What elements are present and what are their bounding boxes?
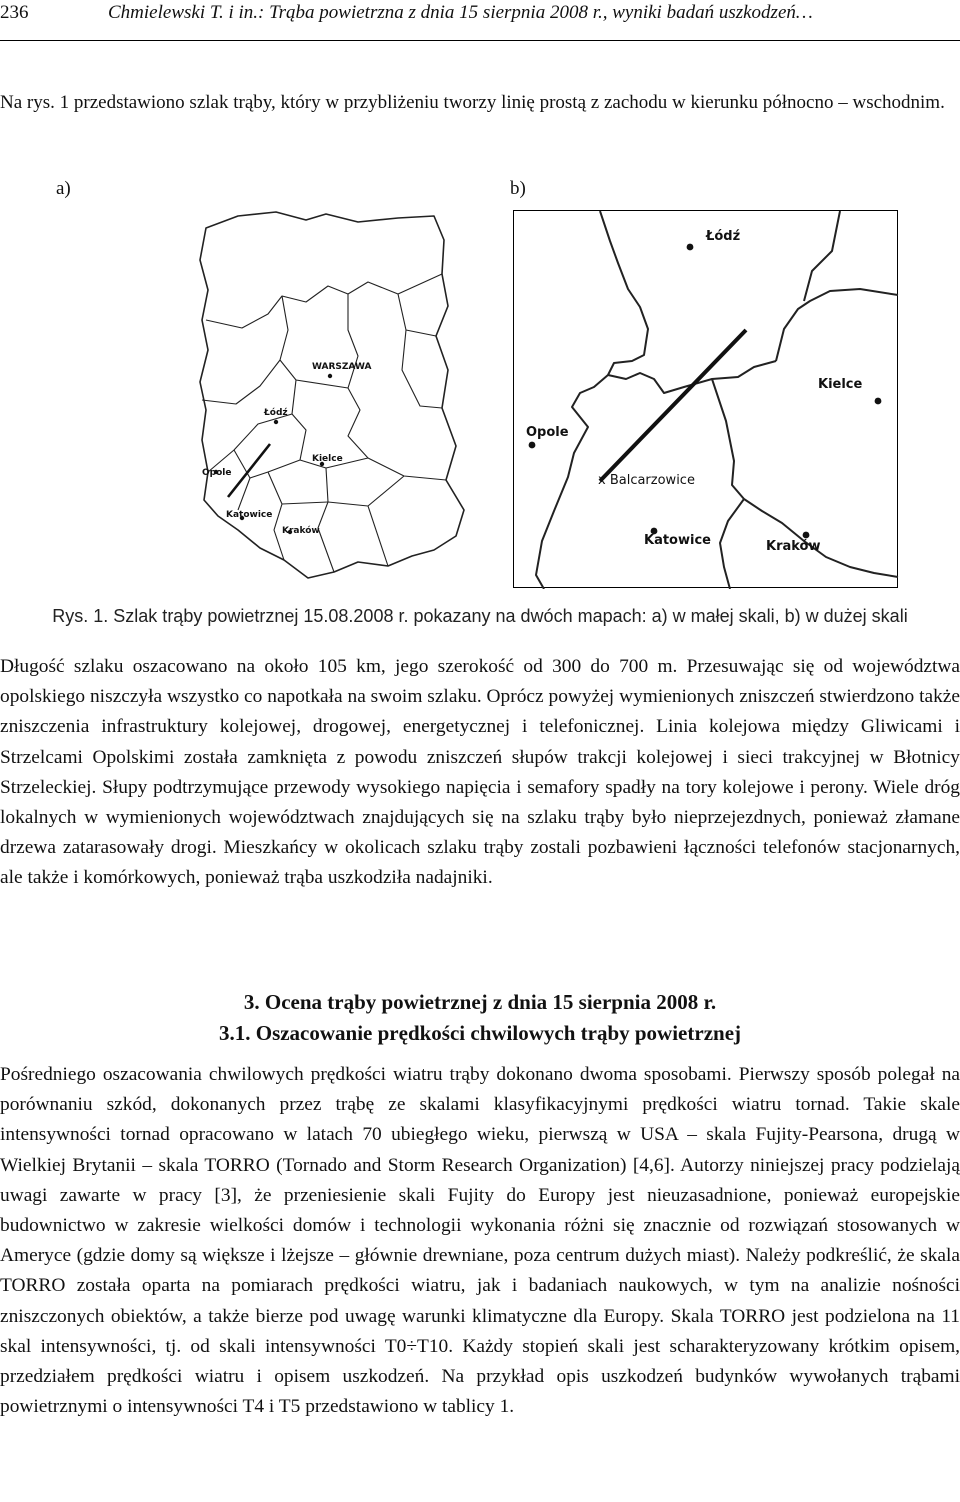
figure-caption: Rys. 1. Szlak trąby powietrznej 15.08.2008 r. pokazany na dwóch mapach: a) w małej skali, b) w dużej skali	[52, 606, 908, 626]
body-paragraph-2: Pośredniego oszacowania chwilowych prędkości wiatru trąby dokonano dwoma sposobami. Pierwszy sposób polegał na porównaniu szkód, dokonanych przez trąbę ze skalami klasyfikacyjnymi prędkości wiatru tornad. Takie skale intensywności tornad opracowano w latach 70 ubiegłego wieku, pierwszą w USA – skala Fujity-Pearsona, drugą w Wielkiej Brytanii – skala TORRO (Tornado and Storm Research Organization) [4,6]. Autorzy niniejszej pracy podzielają uwagi zawarte w pracy [3], że przeniesienie skali Fujity do Europy jest nieuzasadnione, ponieważ europejskie budownictwo w zakresie wielkości domów i technologii wykonania różni się znacznie od rozwiązań stosowanych w Ameryce (gdzie domy są większe i lżejsze – głównie drewniane, poza centrum dużych miast). Należy podkreślić, że skala TORRO została oparta na pomiarach prędkości wiatru, jak i badaniach naukowych, w tym na analizie nośności zniszczonych obiektów, a także bierze pod uwagę warunki klimatyczne dla Europy. Skala TORRO jest podzielona na 11 skal intensywności, tj. od skali intensywności T0÷T10. Każdy stopień skali jest scharakteryzowany krótkim opisem, przedziałem prędkości wiatru i opisem uszkodzeń. Na przykład opis uszkodzeń budynków wywołanych trąbami powietrznymi o intensywności T4 i T5 przedstawiono w tablicy 1.	[0, 1064, 960, 1418]
tornado-track-line	[228, 444, 270, 497]
section-heading-3: 3. Ocena trąby powietrznej z dnia 15 sierpnia 2008 r.	[243, 990, 717, 1014]
page-number: 236	[0, 2, 29, 23]
city-label-krakow: Kraków	[766, 539, 821, 554]
intro-paragraph: Na rys. 1 przedstawiono szlak trąby, który w przybliżeniu tworzy linię prostą z zachodu w kierunku północno – wschodnim.	[0, 92, 945, 113]
running-title: Chmielewski T. i in.: Trąba powietrzna z dnia 15 sierpnia 2008 r., wyniki badań uszkodzeń…	[108, 2, 813, 23]
header-rule	[0, 40, 960, 41]
city-label-lodz: Łódź	[264, 408, 288, 418]
city-label-katowice: Katowice	[644, 533, 711, 548]
subsection-heading-3-1: 3.1. Oszacowanie prędkości chwilowych trąby powietrznej	[218, 1021, 742, 1045]
panel-label-a: a)	[56, 178, 71, 199]
tornado-track-line	[600, 330, 746, 481]
city-label-opole: Opole	[526, 425, 569, 440]
map-a-outlines	[198, 210, 470, 588]
city-label-katowice: Katowice	[226, 510, 273, 520]
city-label-warszawa: WARSZAWA	[312, 362, 372, 372]
panel-label-b: b)	[510, 178, 526, 199]
city-label-kielce: Kielce	[818, 377, 863, 392]
map-region-large-scale	[513, 210, 898, 588]
city-label-balcarzowice: x Balcarzowice	[598, 473, 695, 488]
city-label-lodz: Łódź	[706, 229, 741, 244]
city-label-krakow: Kraków	[282, 526, 320, 536]
city-label-opole: Opole	[202, 468, 232, 478]
body-paragraph-1: Długość szlaku oszacowano na około 105 km, jego szerokość od 300 do 700 m. Przesuwając się od województwa opolskiego niszczyła wszystko co napotkała na swoim szlaku. Oprócz powyżej wymienionych zniszczeń stwierdzono także zniszczenia infrastruktury kolejowej, drogowej, energetycznej i telefonicznej. Linia kolejowa między Gliwicami i Strzelcami Opolskimi została zamknięta z powodu zniszczeń słupów trakcji kolejowej i sieci trakcyjnej w Błotnicy Strzeleckiej. Słupy podtrzymujące przewody wysokiego napięcia i semafory spadły na tory kolejowe i perony. Wiele dróg lokalnych w wymienionych województwach znajdujących się na szlaku trąby było nieprzejezdnych, ponieważ złamane drzewa zatarasowały drogi. Mieszkańcy w okolicach szlaku trąby zostali pozbawieni łączności telefonów stacjonarnych, ale także i komórkowych, ponieważ trąba uszkodziła nadajniki.	[0, 656, 960, 889]
city-label-kielce: Kielce	[312, 454, 343, 464]
map-poland-small-scale	[198, 210, 470, 588]
